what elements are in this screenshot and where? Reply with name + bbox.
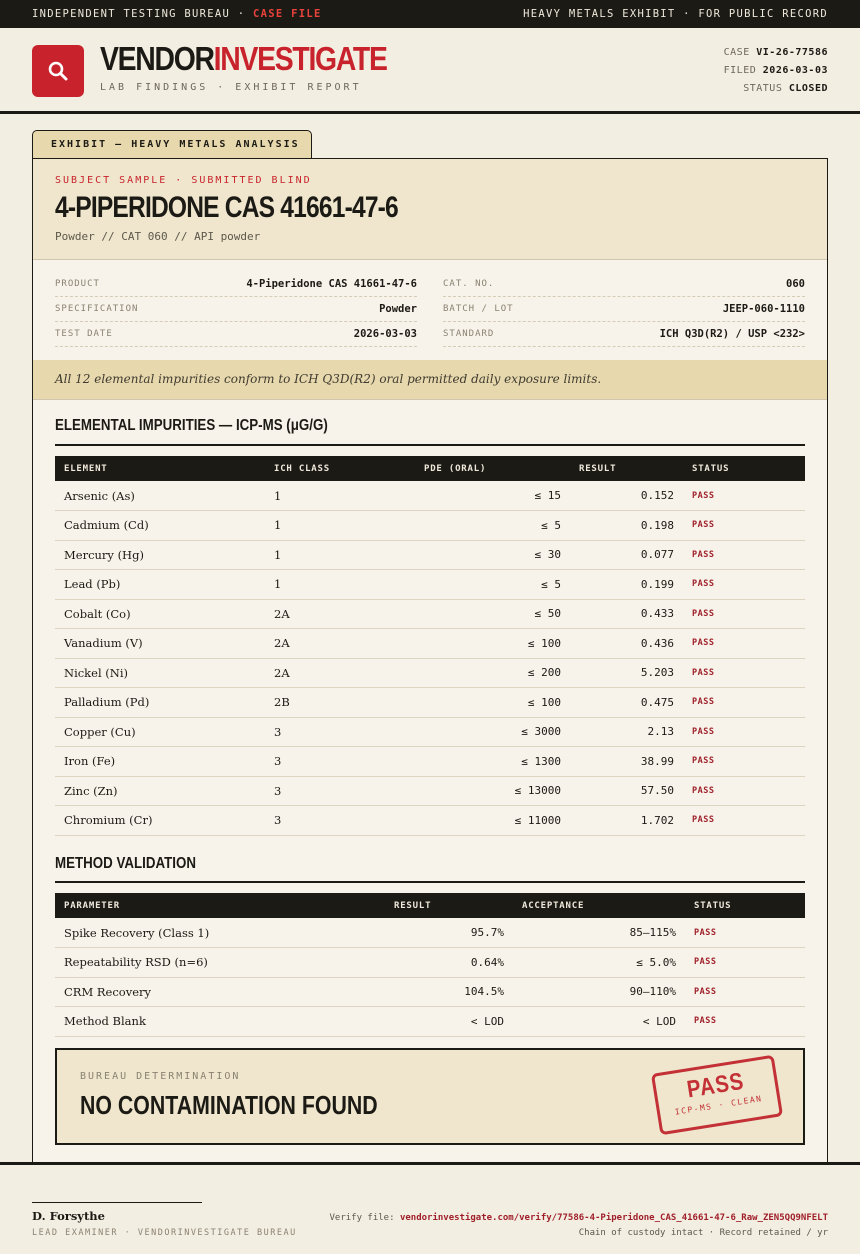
value-cell: ≤ 5.0% — [513, 948, 685, 978]
text-cell: CRM Recovery — [55, 977, 385, 1007]
value-cell: 0.436 — [570, 629, 683, 659]
value-cell: 1.702 — [570, 806, 683, 836]
validation-rule — [55, 881, 805, 883]
standard-field: STANDARD ICH Q3D(R2) / USP <232> — [443, 322, 805, 347]
exhibit-notice: HEAVY METALS EXHIBIT · FOR PUBLIC RECORD — [523, 8, 828, 20]
impurity-row — [55, 599, 805, 629]
footer-rule — [0, 1162, 860, 1165]
value-cell: 5.203 — [570, 658, 683, 688]
value-cell: ≤ 100 — [415, 688, 570, 718]
value-cell: ≤ 15 — [415, 481, 570, 511]
status-badge: PASS — [683, 511, 805, 541]
text-cell: Copper (Cu) — [55, 717, 265, 747]
text-cell: 2B — [265, 688, 415, 718]
text-cell: Mercury (Hg) — [55, 540, 265, 570]
bureau-label: INDEPENDENT TESTING BUREAU · CASE FILE — [32, 8, 322, 20]
case-status: STATUS CLOSED — [743, 83, 828, 94]
text-cell: Repeatability RSD (n=6) — [55, 948, 385, 978]
impurity-row — [55, 688, 805, 718]
validation-row — [55, 948, 805, 978]
status-badge: PASS — [683, 540, 805, 570]
status-badge: PASS — [683, 481, 805, 511]
col-result: RESULT — [579, 463, 617, 474]
text-cell: 1 — [265, 570, 415, 600]
value-cell: 95.7% — [385, 918, 513, 948]
signer-role: LEAD EXAMINER · VENDORINVESTIGATE BUREAU — [32, 1228, 297, 1238]
value-cell: 104.5% — [385, 977, 513, 1007]
text-cell: Chromium (Cr) — [55, 806, 265, 836]
value-cell: ≤ 5 — [415, 570, 570, 600]
exhibit-tab[interactable]: EXHIBIT — HEAVY METALS ANALYSIS — [32, 130, 312, 159]
brand-subtitle: LAB FINDINGS · EXHIBIT REPORT — [100, 82, 362, 93]
impurity-row — [55, 747, 805, 777]
status-badge: PASS — [683, 806, 805, 836]
case-meta — [724, 44, 828, 98]
col-status: STATUS — [692, 463, 730, 474]
status-badge: PASS — [683, 717, 805, 747]
value-cell: 0.199 — [570, 570, 683, 600]
text-cell: Cadmium (Cd) — [55, 511, 265, 541]
custody-note: Chain of custody intact · Record retained / yr — [578, 1228, 828, 1238]
impurity-row — [55, 570, 805, 600]
value-cell: ≤ 3000 — [415, 717, 570, 747]
verify-block — [329, 1211, 828, 1241]
pass-stamp — [651, 1055, 783, 1136]
value-cell: 2.13 — [570, 717, 683, 747]
col-acceptance: ACCEPTANCE — [522, 900, 585, 911]
text-cell: Iron (Fe) — [55, 747, 265, 777]
status-badge: PASS — [683, 570, 805, 600]
text-cell: Nickel (Ni) — [55, 658, 265, 688]
subject-sample — [33, 159, 827, 260]
value-cell: 0.077 — [570, 540, 683, 570]
text-cell: Zinc (Zn) — [55, 776, 265, 806]
text-cell: 1 — [265, 540, 415, 570]
value-cell: ≤ 13000 — [415, 776, 570, 806]
verify-label: Verify file: — [329, 1213, 395, 1223]
signer-name: D. Forsythe — [32, 1209, 105, 1223]
status-badge: PASS — [683, 688, 805, 718]
brand-name[interactable]: VENDORINVESTIGATE — [100, 40, 387, 77]
text-cell: Spike Recovery (Class 1) — [55, 918, 385, 948]
validation-row — [55, 918, 805, 948]
text-cell: 3 — [265, 776, 415, 806]
text-cell: Palladium (Pd) — [55, 688, 265, 718]
status-badge: PASS — [685, 918, 805, 948]
impurity-row — [55, 806, 805, 836]
status-badge: PASS — [683, 599, 805, 629]
value-cell: 0.433 — [570, 599, 683, 629]
status-badge: PASS — [685, 1007, 805, 1037]
stamp-sub: ICP-MS · CLEAN — [674, 1094, 764, 1117]
validation-row — [55, 1007, 805, 1037]
validation-title: METHOD VALIDATION — [55, 855, 196, 872]
stamp-main: PASS — [685, 1067, 746, 1104]
specification-field: SPECIFICATION Powder — [55, 297, 417, 322]
value-cell: 57.50 — [570, 776, 683, 806]
value-cell: 38.99 — [570, 747, 683, 777]
impurities-title: ELEMENTAL IMPURITIES — ICP-MS (μG/G) — [55, 417, 328, 434]
value-cell: 85–115% — [513, 918, 685, 948]
status-badge: PASS — [683, 658, 805, 688]
text-cell: 3 — [265, 806, 415, 836]
value-cell: < LOD — [385, 1007, 513, 1037]
value-cell: 0.475 — [570, 688, 683, 718]
impurity-row — [55, 511, 805, 541]
magnifier-icon — [47, 60, 69, 82]
logo[interactable] — [32, 45, 84, 97]
col-parameter: PARAMETER — [64, 900, 120, 911]
batch-lot-field: BATCH / LOT JEEP-060-1110 — [443, 297, 805, 322]
filed-date: FILED 2026-03-03 — [723, 65, 828, 76]
value-cell: ≤ 100 — [415, 629, 570, 659]
top-bar — [0, 0, 860, 28]
text-cell: 2A — [265, 629, 415, 659]
signature-line — [32, 1202, 202, 1203]
value-cell: 90–110% — [513, 977, 685, 1007]
text-cell: Cobalt (Co) — [55, 599, 265, 629]
value-cell: ≤ 5 — [415, 511, 570, 541]
value-cell: < LOD — [513, 1007, 685, 1037]
sample-fields — [33, 260, 827, 360]
verify-link[interactable]: vendorinvestigate.com/verify/77586-4-Piperidone_CAS_41661-47-6_Raw_ZEN5QQ9NFELT — [399, 1213, 828, 1223]
value-cell: ≤ 50 — [415, 599, 570, 629]
col-val-result: RESULT — [394, 900, 432, 911]
determination-label: BUREAU DETERMINATION — [80, 1071, 241, 1082]
value-cell: ≤ 1300 — [415, 747, 570, 777]
impurity-row — [55, 629, 805, 659]
cat-no-field: CAT. NO. 060 — [443, 272, 805, 297]
text-cell: Method Blank — [55, 1007, 385, 1037]
impurity-row — [55, 776, 805, 806]
text-cell: 1 — [265, 481, 415, 511]
value-cell: ≤ 11000 — [415, 806, 570, 836]
value-cell: 0.64% — [385, 948, 513, 978]
validation-row — [55, 977, 805, 1007]
case-number: CASE VI-26-77586 — [723, 47, 828, 58]
text-cell: Vanadium (V) — [55, 629, 265, 659]
value-cell: 0.152 — [570, 481, 683, 511]
determination-value: NO CONTAMINATION FOUND — [80, 1090, 378, 1120]
header — [0, 28, 860, 114]
sample-title: 4-PIPERIDONE CAS 41661-47-6 — [55, 191, 398, 224]
status-badge: PASS — [685, 977, 805, 1007]
text-cell: Lead (Pb) — [55, 570, 265, 600]
status-badge: PASS — [683, 776, 805, 806]
subject-kicker: SUBJECT SAMPLE · SUBMITTED BLIND — [55, 175, 312, 186]
bureau-determination — [55, 1048, 805, 1145]
sample-meta: Powder // CAT 060 // API powder — [55, 230, 261, 243]
status-badge: PASS — [683, 629, 805, 659]
impurity-row — [55, 540, 805, 570]
text-cell: 1 — [265, 511, 415, 541]
impurities-table — [55, 456, 805, 836]
test-date-field: TEST DATE 2026-03-03 — [55, 322, 417, 347]
impurity-row — [55, 717, 805, 747]
text-cell: Arsenic (As) — [55, 481, 265, 511]
impurity-row — [55, 658, 805, 688]
col-val-status: STATUS — [694, 900, 732, 911]
value-cell: 0.198 — [570, 511, 683, 541]
text-cell: 3 — [265, 747, 415, 777]
impurities-rule — [55, 444, 805, 446]
value-cell: ≤ 30 — [415, 540, 570, 570]
status-badge: PASS — [685, 948, 805, 978]
col-pde: PDE (ORAL) — [424, 463, 487, 474]
text-cell: 2A — [265, 599, 415, 629]
product-field: PRODUCT 4-Piperidone CAS 41661-47-6 — [55, 272, 417, 297]
text-cell: 2A — [265, 658, 415, 688]
validation-table — [55, 893, 805, 1037]
col-ich-class: ICH CLASS — [274, 463, 330, 474]
exhibit-panel — [32, 158, 828, 1163]
col-element: ELEMENT — [64, 463, 108, 474]
impurity-row — [55, 481, 805, 511]
case-file-label: CASE FILE — [253, 8, 322, 20]
value-cell: ≤ 200 — [415, 658, 570, 688]
status-badge: PASS — [683, 747, 805, 777]
conformance-summary: All 12 elemental impurities conform to ICH Q3D(R2) oral permitted daily exposure limits. — [33, 360, 827, 400]
text-cell: 3 — [265, 717, 415, 747]
